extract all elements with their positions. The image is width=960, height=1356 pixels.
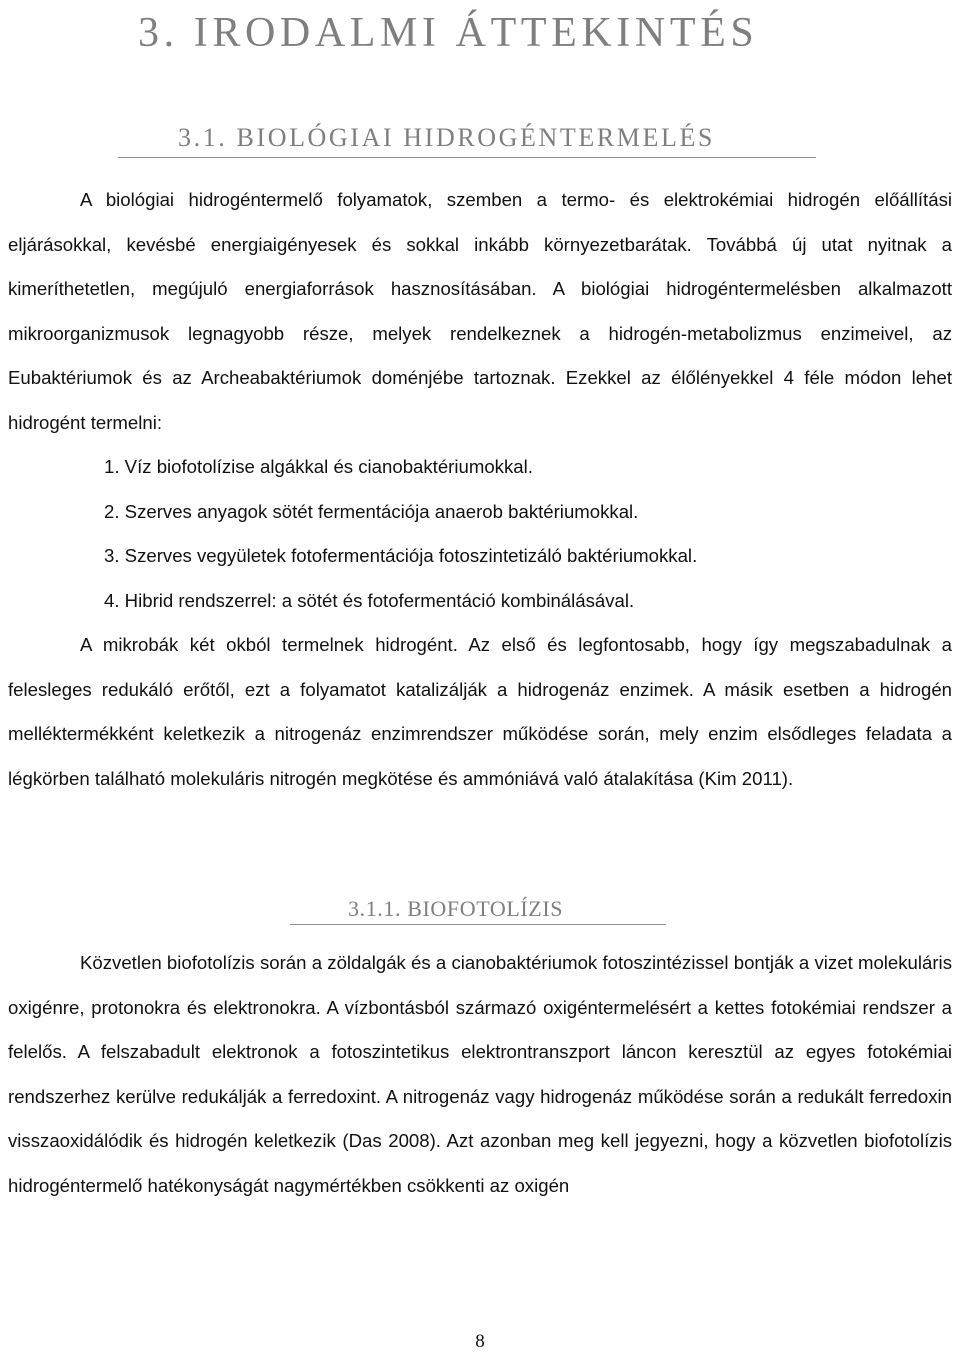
list-item: 2. Szerves anyagok sötét fermentációja anaerob baktériumokkal.	[104, 500, 639, 522]
list-item: 4. Hibrid rendszerrel: a sötét és fotofermentáció kombinálásával.	[104, 589, 635, 611]
section-paragraph-1: A biológiai hidrogéntermelő folyamatok, szemben a termo- és elektrokémiai hidrogén előállítási eljárásokkal, kevésbé energiaigényesek és sokkal inkább környezetbarátak. Továbbá új utat nyitnak a kimeríthetetlen, megújuló energiaforrások hasznosításában. A biológiai hidrogéntermelésben alkalmazott mikroorganizmusok legnagyobb része, melyek rendelkeznek a hidrogén-metabolizmus enzimeivel, az Eubaktériumok és az Archeabaktériumok doménjébe tartoznak. Ezekkel az élőlényekkel 4 féle módon lehet hidrogént termelni:	[8, 189, 952, 433]
section-paragraph-2: A mikrobák két okból termelnek hidrogént. Az első és legfontosabb, hogy így megszabadulnak a felesleges redukáló erőtől, ezt a folyamatot katalizálják a hidrogenáz enzimek. A másik esetben a hidrogén melléktermékként keletkezik a nitrogenáz enzimrendszer működése során, mely enzim elsődleges feladata a légkörben található molekuláris nitrogén megkötése és ammóniává való átalakítása (Kim 2011).	[8, 634, 952, 789]
subsection-title-underline	[290, 924, 666, 925]
subsection-paragraph-1: Közvetlen biofotolízis során a zöldalgák és a cianobaktériumok fotoszintézissel bontják a vizet molekuláris oxigénre, protonokra és elektronokra. A vízbontásból származó oxigéntermelésért a kettes fotokémiai rendszer a felelős. A felszabadult elektronok a fotoszintetikus elektrontranszport láncon keresztül az egyes fotokémiai rendszerhez kerülve redukálják a ferredoxint. A nitrogenáz vagy hidrogenáz működése során a redukált ferredoxin visszaoxidálódik és hidrogén keletkezik (Das 2008). Azt azonban meg kell jegyezni, hogy a közvetlen biofotolízis hidrogéntermelő hatékonyságát nagymértékben csökkenti az oxigén	[8, 952, 952, 1196]
page-number: 8	[475, 1331, 485, 1352]
list-item: 1. Víz biofotolízise algákkal és cianobaktériumokkal.	[104, 456, 533, 477]
list-item: 3. Szerves vegyületek fotofermentációja fotoszintetizáló baktériumokkal.	[104, 545, 698, 566]
section-title-underline	[118, 157, 816, 158]
subsection-title: 3.1.1. BIOFOTOLÍZIS	[348, 896, 564, 921]
production-methods-list	[8, 445, 952, 623]
section-title: 3.1. BIOLÓGIAI HIDROGÉNTERMELÉS	[178, 123, 715, 152]
chapter-title: 3. IRODALMI ÁTTEKINTÉS	[138, 10, 759, 56]
subsection-body	[8, 941, 952, 1208]
section-body	[8, 178, 952, 801]
